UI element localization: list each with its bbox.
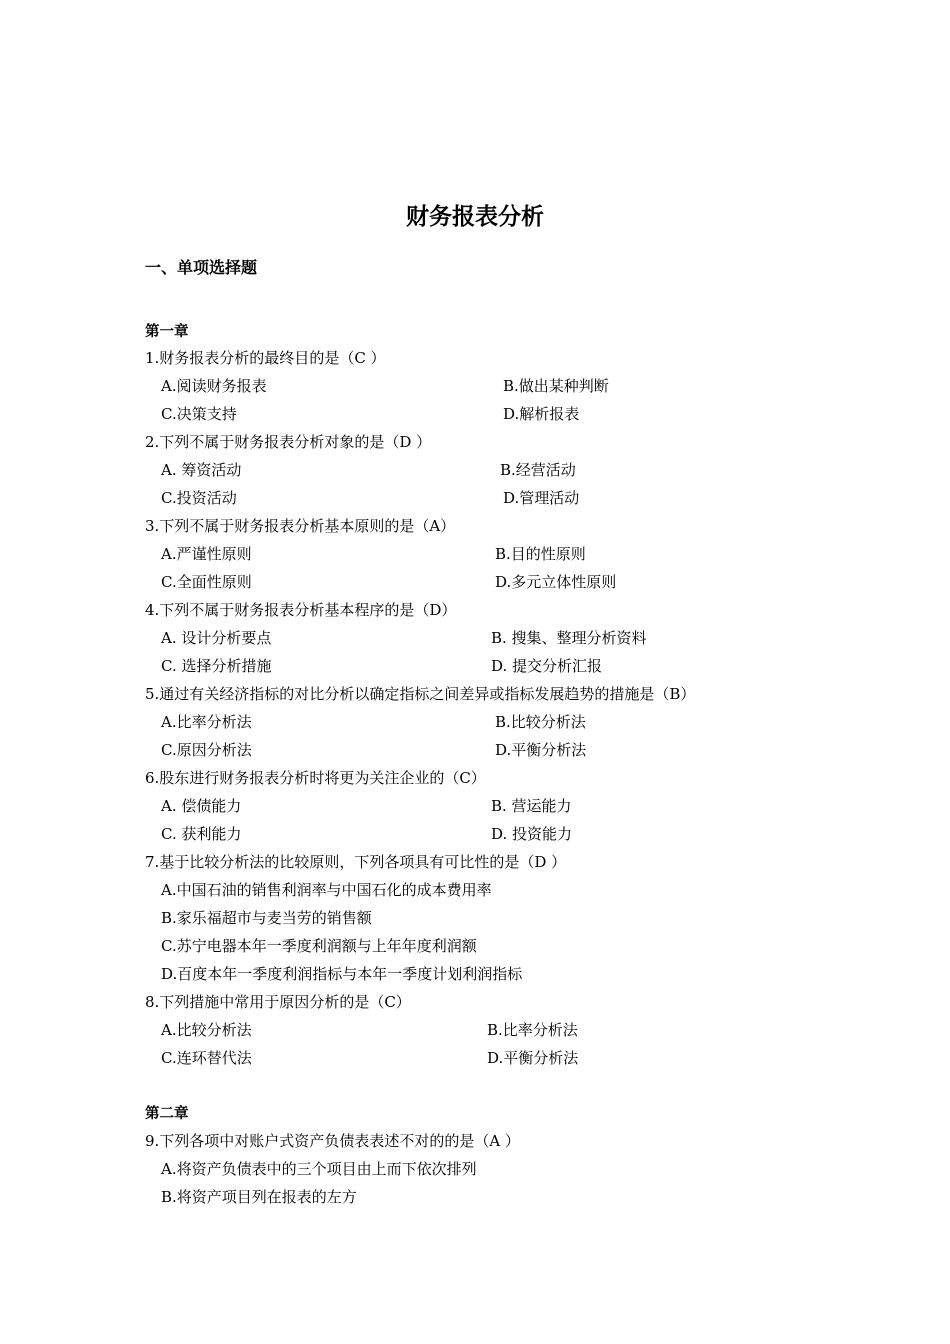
option-b: B.做出某种判断 [503, 377, 609, 395]
page-title: 财务报表分析 [406, 204, 544, 230]
option-b: B. 营运能力 [491, 797, 572, 815]
chapter-heading: 第二章 [145, 1106, 189, 1122]
option-c: C.原因分析法 [161, 741, 252, 759]
option-c: C.苏宁电器本年一季度利润额与上年年度利润额 [161, 937, 477, 955]
option-b: B. 搜集、整理分析资料 [491, 629, 647, 647]
question-text: 7.基于比较分析法的比较原则，下列各项具有可比性的是（D ） [145, 853, 567, 871]
option-d: D. 提交分析汇报 [491, 657, 603, 675]
option-d: D.多元立体性原则 [495, 573, 617, 591]
option-b: B.经营活动 [500, 461, 576, 479]
section-heading: 一、单项选择题 [145, 258, 258, 277]
option-c: C. 选择分析措施 [161, 657, 272, 675]
question-text: 6.股东进行财务报表分析时将更为关注企业的（C） [145, 769, 486, 787]
option-a: A.阅读财务报表 [161, 377, 267, 395]
question-text: 4.下列不属于财务报表分析基本程序的是（D） [145, 601, 457, 619]
question-text: 2.下列不属于财务报表分析对象的是（D ） [145, 433, 432, 451]
option-a: A. 筹资活动 [161, 461, 242, 479]
option-d: D. 投资能力 [491, 825, 573, 843]
option-b: B.家乐福超市与麦当劳的销售额 [161, 909, 372, 927]
question-text: 5.通过有关经济指标的对比分析以确定指标之间差异或指标发展趋势的措施是（B） [145, 685, 696, 703]
question-text: 8.下列措施中常用于原因分析的是（C） [145, 993, 411, 1011]
option-a: A. 偿债能力 [161, 797, 242, 815]
option-b: B.将资产项目列在报表的左方 [161, 1188, 357, 1206]
option-c: C. 获利能力 [161, 825, 242, 843]
question-text: 3.下列不属于财务报表分析基本原则的是（A） [145, 517, 456, 535]
option-c: C.全面性原则 [161, 573, 252, 591]
option-d: D.平衡分析法 [495, 741, 587, 759]
option-b: B.比率分析法 [487, 1021, 578, 1039]
chapter-heading: 第一章 [145, 324, 189, 340]
option-a: A.中国石油的销售利润率与中国石化的成本费用率 [161, 881, 492, 899]
option-a: A.比较分析法 [161, 1021, 252, 1039]
option-a: A.严谨性原则 [161, 545, 252, 563]
option-d: D.管理活动 [503, 489, 580, 507]
option-c: C.决策支持 [161, 405, 237, 423]
option-c: C.投资活动 [161, 489, 237, 507]
option-a: A.将资产负债表中的三个项目由上而下依次排列 [161, 1160, 477, 1178]
option-d: D.百度本年一季度利润指标与本年一季度计划利润指标 [161, 965, 523, 983]
option-d: D.解析报表 [503, 405, 580, 423]
option-a: A. 设计分析要点 [161, 629, 272, 647]
option-d: D.平衡分析法 [487, 1049, 579, 1067]
question-text: 9.下列各项中对账户式资产负债表表述不对的的是（A ） [145, 1132, 520, 1150]
question-text: 1.财务报表分析的最终目的是（C ） [145, 349, 386, 367]
option-c: C.连环替代法 [161, 1049, 252, 1067]
option-b: B.目的性原则 [495, 545, 586, 563]
option-a: A.比率分析法 [161, 713, 252, 731]
option-b: B.比较分析法 [495, 713, 586, 731]
